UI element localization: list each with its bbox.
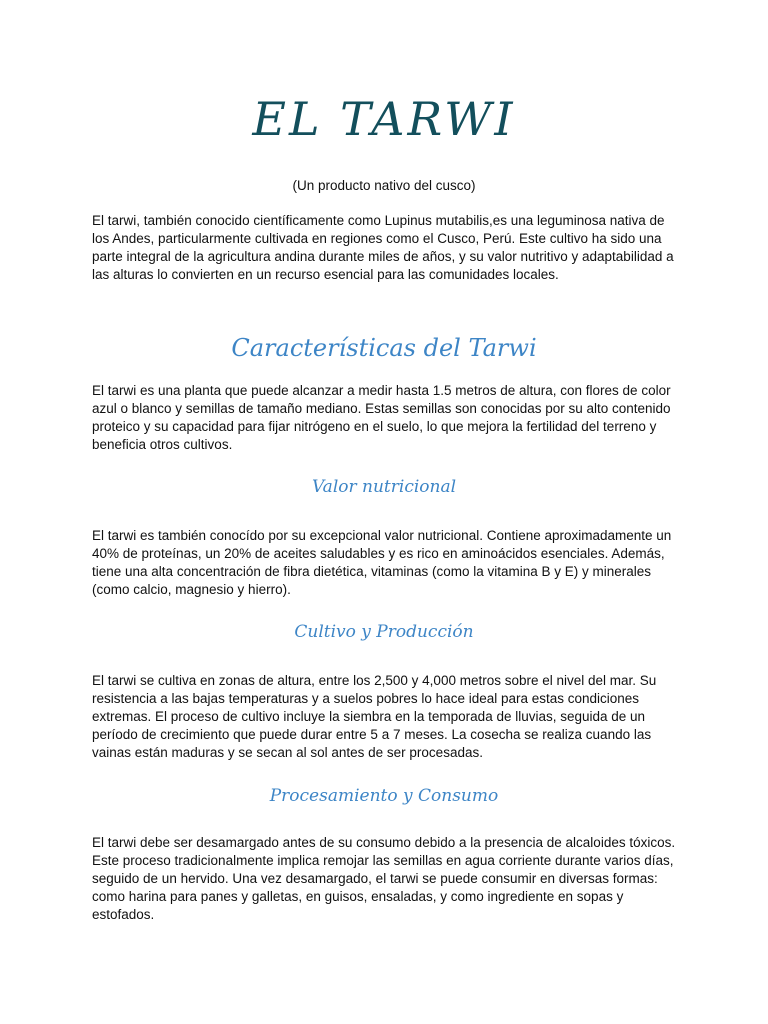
section-heading-cultivo: Cultivo y Producción bbox=[294, 622, 474, 642]
section-heading-procesamiento: Procesamiento y Consumo bbox=[269, 786, 499, 806]
section-heading-valor-nutricional: Valor nutricional bbox=[311, 477, 457, 497]
document-title: EL TARWI bbox=[252, 92, 516, 146]
section-heading-caracteristicas: Características del Tarwi bbox=[231, 334, 537, 362]
section-body-valor-nutricional: El tarwi es también conocído por su excepcional valor nutricional. Contiene aproximadamente un 40% de proteínas, un 20% de aceites saludables y es rico en aminoácidos esenciales. Además, tiene una alta concentración de fibra dietética, vitaminas (como la vitamina B y E) y minerales (como calcio, magnesio y hierro). bbox=[92, 528, 672, 597]
section-body-cultivo: El tarwi se cultiva en zonas de altura, entre los 2,500 y 4,000 metros sobre el nivel del mar. Su resistencia a las bajas temperaturas y a suelos pobres lo hace ideal para estas condiciones extremas. El proceso de cultivo incluye la siembra en la temporada de lluvias, seguida de un período de crecimiento que puede durar entre 5 a 7 meses. La cosecha se realiza cuando las vainas están maduras y se secan al sol antes de ser procesadas. bbox=[92, 673, 657, 760]
section-body-caracteristicas: El tarwi es una planta que puede alcanzar a medir hasta 1.5 metros de altura, con flores de color azul o blanco y semillas de tamaño mediano. Estas semillas son conocidas por su alto contenido proteico y su capacidad para fijar nitrógeno en el suelo, lo que mejora la fertilidad del terreno y beneficia otros cultivos. bbox=[92, 383, 671, 452]
document-subtitle: (Un producto nativo del cusco) bbox=[292, 178, 476, 193]
intro-paragraph: El tarwi, también conocido científicamente como Lupinus mutabilis,es una leguminosa nativa de los Andes, particularmente cultivada en regiones como el Cusco, Perú. Este cultivo ha sido una parte integral de la agricultura andina durante miles de años, y su valor nutritivo y adaptabilidad a las alturas lo convierten en un recurso esencial para las comunidades locales. bbox=[92, 213, 674, 282]
section-body-procesamiento: El tarwi debe ser desamargado antes de su consumo debido a la presencia de alcaloides tóxicos. Este proceso tradicionalmente implica remojar las semillas en agua corriente durante varios días, seguido de un hervido. Una vez desamargado, el tarwi se puede consumir en diversas formas: como harina para panes y galletas, en guisos, ensaladas, y como ingrediente en sopas y estofados. bbox=[92, 835, 676, 922]
